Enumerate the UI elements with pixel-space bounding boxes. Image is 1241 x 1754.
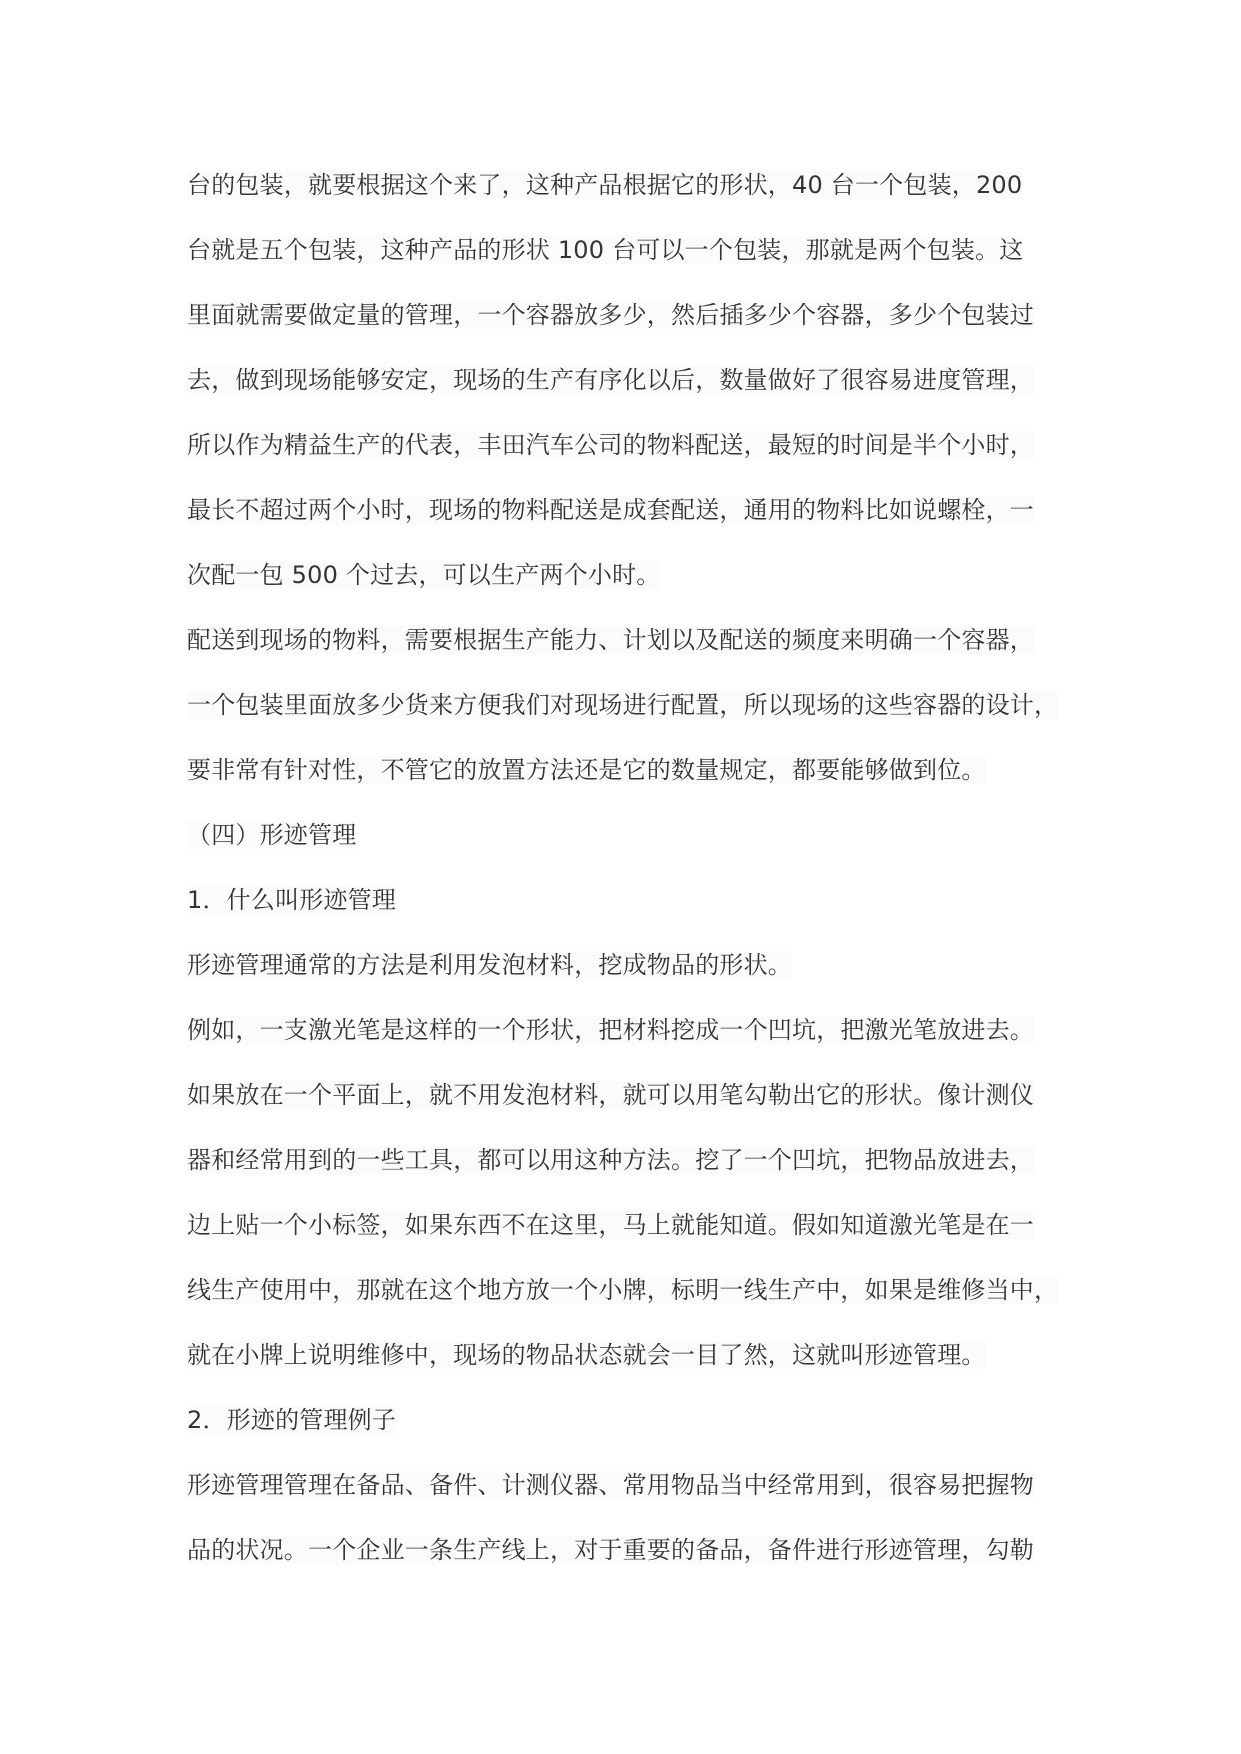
text-line: 线生产使用中，那就在这个地方放一个小牌，标明一线生产中，如果是维修当中，: [187, 1276, 1059, 1304]
text-line: 器和经常用到的一些工具，都可以用这种方法。挖了一个凹坑，把物品放进去，: [187, 1146, 1034, 1174]
text-line: 要非常有针对性，不管它的放置方法还是它的数量规定，都要能够做到位。: [187, 756, 986, 784]
text-line: 如果放在一个平面上，就不用发泡材料，就可以用笔勾勒出它的形状。像计测仪: [187, 1081, 1034, 1109]
text-line: 配送到现场的物料，需要根据生产能力、计划以及配送的频度来明确一个容器，: [187, 626, 1034, 654]
text-line: 例如，一支激光笔是这样的一个形状，把材料挖成一个凹坑，把激光笔放进去。: [187, 1016, 1034, 1044]
text-line: 台就是五个包装，这种产品的形状 100 台可以一个包装，那就是两个包装。这: [187, 236, 1024, 264]
text-line: 次配一包 500 个过去，可以生产两个小时。: [187, 561, 661, 589]
text-line: 形迹管理管理在备品、备件、计测仪器、常用物品当中经常用到，很容易把握物: [187, 1471, 1034, 1499]
text-line: 形迹管理通常的方法是利用发泡材料，挖成物品的形状。: [187, 951, 792, 979]
text-line: 品的状况。一个企业一条生产线上，对于重要的备品，备件进行形迹管理，勾勒: [187, 1536, 1034, 1564]
subsection-heading: 2．形迹的管理例子: [187, 1406, 397, 1434]
text-line: 里面就需要做定量的管理，一个容器放多少，然后插多少个容器，多少个包装过: [187, 301, 1034, 329]
text-line: 就在小牌上说明维修中，现场的物品状态就会一目了然，这就叫形迹管理。: [187, 1341, 986, 1369]
text-line: 台的包装，就要根据这个来了，这种产品根据它的形状，40 台一个包装，200: [187, 171, 1023, 199]
text-line: 所以作为精益生产的代表，丰田汽车公司的物料配送，最短的时间是半个小时，: [187, 431, 1034, 459]
section-heading: （四）形迹管理: [187, 821, 357, 849]
text-line: 最长不超过两个小时，现场的物料配送是成套配送，通用的物料比如说螺栓，一: [187, 496, 1034, 524]
body-text: [187, 158, 1087, 1588]
text-line: 去，做到现场能够安定，现场的生产有序化以后，数量做好了很容易进度管理，: [187, 366, 1034, 394]
text-line: 边上贴一个小标签，如果东西不在这里，马上就能知道。假如知道激光笔是在一: [187, 1211, 1034, 1239]
text-line: 一个包装里面放多少货来方便我们对现场进行配置，所以现场的这些容器的设计，: [187, 691, 1059, 719]
subsection-heading: 1．什么叫形迹管理: [187, 886, 397, 914]
